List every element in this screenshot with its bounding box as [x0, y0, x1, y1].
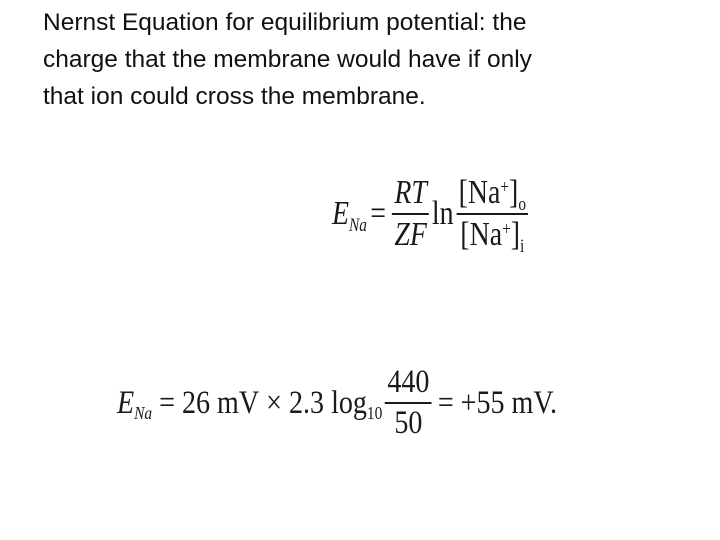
- eq2-times: ×: [266, 384, 282, 421]
- eq1-lhs-subscript: Na: [349, 214, 367, 236]
- eq2-equals: =: [159, 384, 175, 421]
- eq1-den-bracket: ]: [510, 216, 521, 253]
- eq2-ratio-fraction: [385, 366, 432, 440]
- nernst-equation-general: [332, 174, 531, 257]
- slide-heading: [43, 4, 693, 115]
- eq1-den-subscript: i: [520, 235, 525, 257]
- eq1-concentration-fraction: [456, 174, 528, 257]
- eq1-lhs: [332, 195, 367, 236]
- eq1-coefficient-numerator: RT: [394, 174, 427, 211]
- eq2-lhs-symbol: E: [117, 384, 135, 421]
- eq2-result: +55 mV.: [460, 384, 558, 421]
- eq1-coefficient-denominator: ZF: [394, 216, 427, 253]
- eq2-ratio-numerator: 440: [387, 364, 430, 400]
- eq1-equals: =: [370, 195, 387, 232]
- eq2-equals-result: =: [437, 384, 454, 421]
- eq1-coefficient-bar: [392, 213, 429, 215]
- eq1-num-na: [Na: [458, 174, 501, 211]
- eq2-lhs-subscript: Na: [134, 402, 153, 423]
- eq1-lhs-symbol: E: [332, 195, 350, 232]
- eq2-lhs: [117, 385, 152, 422]
- eq2-log-text: log: [331, 384, 367, 421]
- eq1-concentration-denominator: [458, 216, 526, 257]
- heading-line-2: charge that the membrane would have if only: [43, 46, 532, 73]
- eq1-num-charge: +: [500, 176, 510, 198]
- heading-line-1: Nernst Equation for equilibrium potential: the: [43, 9, 527, 36]
- eq1-num-bracket: ]: [509, 174, 519, 211]
- eq1-concentration-numerator: [456, 174, 528, 215]
- eq1-den-charge: +: [502, 218, 511, 240]
- eq1-ln: ln: [431, 195, 454, 232]
- eq1-den-na: [Na: [460, 216, 503, 253]
- eq1-coefficient-fraction: [392, 176, 429, 252]
- eq1-num-subscript: o: [518, 193, 527, 215]
- heading-line-3: that ion could cross the membrane.: [43, 83, 426, 110]
- eq2-log-base: 10: [366, 402, 383, 423]
- nernst-equation-numeric: [117, 366, 557, 440]
- eq2-log: [331, 385, 382, 422]
- eq2-ratio-bar: [385, 402, 432, 404]
- eq2-factor-26mv: 26 mV: [181, 384, 260, 421]
- eq2-factor-2-3: 2.3: [288, 384, 325, 421]
- eq2-ratio-denominator: 50: [394, 405, 423, 441]
